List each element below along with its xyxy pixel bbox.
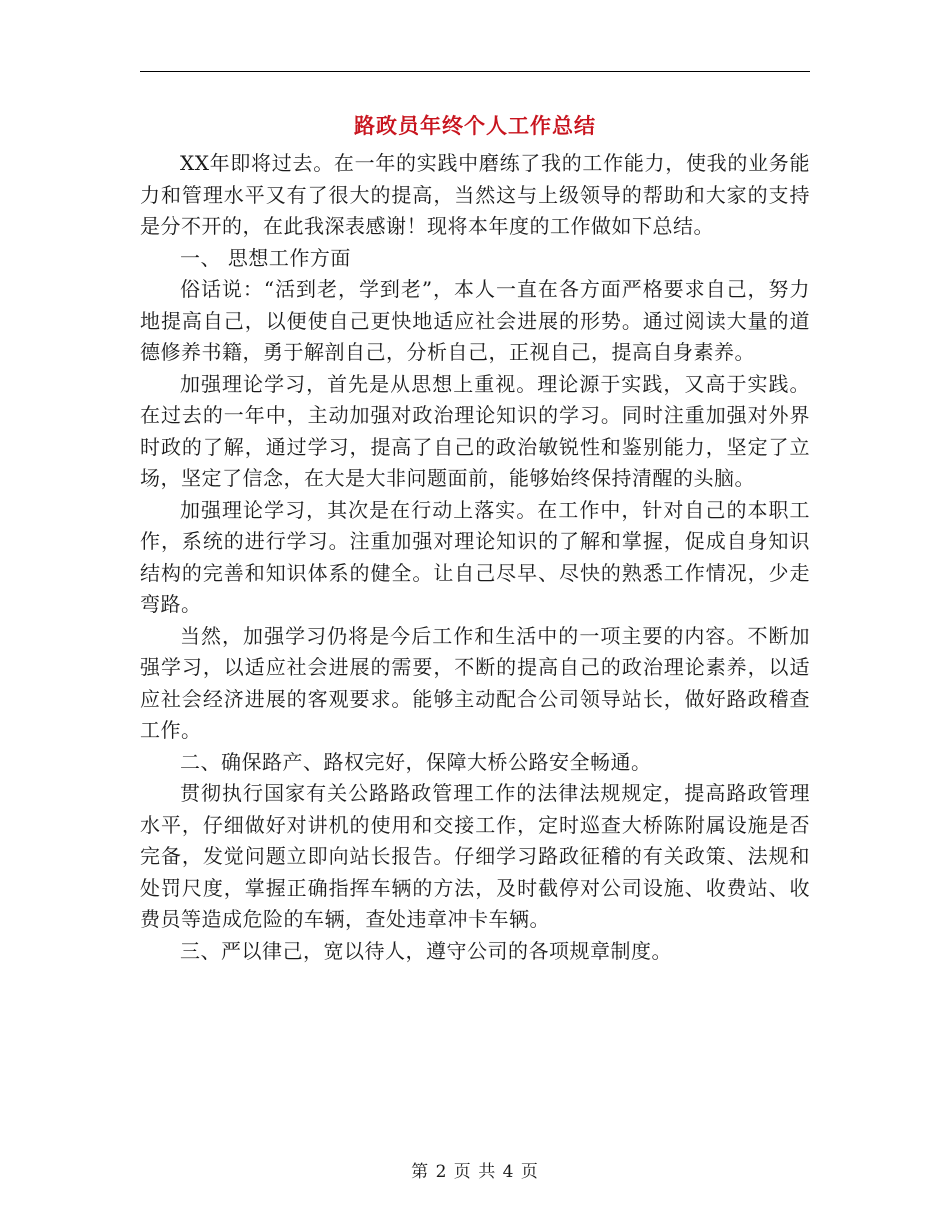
paragraph: 俗话说：“活到老，学到老”，本人一直在各方面严格要求自己，努力地提高自己，以便使自己更快地适应社会进展的形势。通过阅读大量的道德修养书籍，勇于解剖自己，分析自己，正视自己，提高自身素养。: [140, 277, 810, 364]
document-title: 路政员年终个人工作总结: [354, 114, 596, 138]
paragraph-intro: XX年即将过去。在一年的实践中磨练了我的工作能力，使我的业务能力和管理水平又有了很大的提高，当然这与上级领导的帮助和大家的支持是分不开的，在此我深表感谢！现将本年度的工作做如下总结。: [140, 151, 810, 238]
paragraph: 加强理论学习，首先是从思想上重视。理论源于实践，又高于实践。在过去的一年中，主动加强对政治理论知识的学习。同时注重加强对外界时政的了解，通过学习，提高了自己的政治敏锐性和鉴别能力，坚定了立场，坚定了信念，在大是大非问题面前，能够始终保持清醒的头脑。: [140, 371, 810, 490]
section-heading-2: 二、确保路产、路权完好，保障大桥公路安全畅通。: [180, 749, 652, 774]
paragraph: 贯彻执行国家有关公路路政管理工作的法律法规规定，提高路政管理水平，仔细做好对讲机的使用和交接工作，定时巡查大桥陈附属设施是否完备，发觉问题立即向站长报告。仔细学习路政征稽的有关政策、法规和处罚尺度，掌握正确指挥车辆的方法，及时截停对公司设施、收费站、收费员等造成危险的车辆，查处违章冲卡车辆。: [140, 781, 810, 931]
section-heading-1: 一、 思想工作方面: [180, 245, 351, 270]
page-number-footer: 第 2 页 共 4 页: [411, 1162, 539, 1182]
paragraph: 当然，加强学习仍将是今后工作和生活中的一项主要的内容。不断加强学习，以适应社会进展的需要，不断的提高自己的政治理论素养，以适应社会经济进展的客观要求。能够主动配合公司领导站长，做好路政稽查工作。: [140, 623, 810, 742]
section-heading-3: 三、严以律己，宽以待人，遵守公司的各项规章制度。: [180, 938, 672, 963]
paragraph: 加强理论学习，其次是在行动上落实。在工作中，针对自己的本职工作，系统的进行学习。注重加强对理论知识的了解和掌握，促成自身知识结构的完善和知识体系的健全。让自己尽早、尽快的熟悉工作情况，少走弯路。: [140, 497, 810, 616]
document-body: [140, 148, 810, 967]
header-rule: [140, 71, 810, 72]
